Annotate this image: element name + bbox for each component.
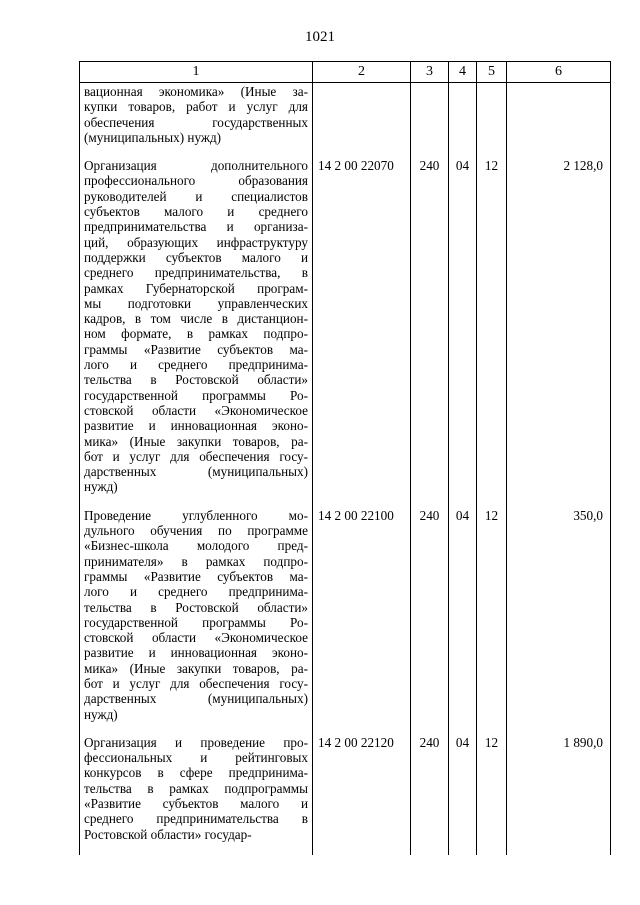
row-name-line: граммы «Развитие субъектов ма- [84,341,308,357]
row-name-line: бот и услуг для обеспечения госу- [84,448,308,464]
row-name-line: профессионального образования [84,173,308,189]
row-name-line: купки товаров, работ и услуг для [84,99,308,115]
header-col-1: 1 [80,62,313,83]
row-name-line: рамках Губернаторской програм- [84,280,308,296]
expense-type-code: 240 [411,158,449,508]
page-number: 1021 [305,29,335,45]
row-name-line: мика» (Иные закупки товаров, ра- [84,433,308,449]
row-name-line: стовской области «Экономическое [84,402,308,418]
section-code: 04 [449,158,477,508]
section-code [449,83,477,159]
row-name-line: стовской области «Экономическое [84,630,308,646]
table-body [80,83,611,855]
row-name-cell [80,735,313,855]
subsection-code: 12 [477,158,507,508]
expense-type-code [411,83,449,159]
row-name-line: «Развитие субъектов малого и [84,796,308,812]
header-col-5: 5 [477,62,507,83]
row-name-line: принимателя» в рамках подпро- [84,553,308,569]
table-row [80,158,611,508]
row-name-line: кадров, в том числе в дистанцион- [84,311,308,327]
row-name-line: нужд) [84,706,118,722]
row-name-line: нужд) [84,479,118,495]
row-name-cell [80,508,313,735]
row-name-line: бот и услуг для обеспечения госу- [84,675,308,691]
row-name-line: субъектов малого и среднего [84,204,308,220]
row-name-line: тельства в Ростовской области» [84,372,308,388]
row-name-line: руководителей и специалистов [84,188,308,204]
section-code: 04 [449,508,477,735]
amount-value: 2 128,0 [507,158,611,508]
header-col-4: 4 [449,62,477,83]
row-name-line: мы подготовки управленческих [84,295,308,311]
row-name-line: среднего предпринимательства, в [84,265,308,281]
row-name-cell [80,158,313,508]
row-name-line: дарственных (муниципальных) [84,691,308,707]
subsection-code [477,83,507,159]
budget-table [79,61,611,855]
row-name-line: Ростовской области» государ- [84,826,252,842]
row-name-line: дульного обучения по программе [84,523,308,539]
row-name-line: обеспечения государственных [84,114,308,130]
header-col-6: 6 [507,62,611,83]
expense-type-code: 240 [411,735,449,855]
table-row [80,735,611,855]
amount-value: 1 890,0 [507,735,611,855]
row-name-line: фессиональных и рейтинговых [84,750,308,766]
row-name-line: (муниципальных) нужд) [84,129,222,145]
row-name-line: лого и среднего предпринима- [84,357,308,373]
subsection-code: 12 [477,508,507,735]
row-name-line: мика» (Иные закупки товаров, ра- [84,660,308,676]
target-article-code: 14 2 00 22100 [313,508,411,735]
table-header [80,62,611,83]
row-name-line: дарственных (муниципальных) [84,464,308,480]
row-name-line: ций, образующих инфраструктуру [84,234,308,250]
row-name-line: среднего предпринимательства в [84,811,308,827]
amount-value [507,83,611,159]
row-name-line: лого и среднего предпринима- [84,584,308,600]
row-name-line: вационная экономика» (Иные за- [84,84,308,99]
header-col-2: 2 [313,62,411,83]
target-article-code [313,83,411,159]
target-article-code: 14 2 00 22120 [313,735,411,855]
row-name-line: тельства в рамках подпрограммы [84,780,308,796]
row-name-line: тельства в Ростовской области» [84,599,308,615]
table-row [80,508,611,735]
row-name-line: поддержки субъектов малого и [84,249,308,265]
expense-type-code: 240 [411,508,449,735]
subsection-code: 12 [477,735,507,855]
target-article-code: 14 2 00 22070 [313,158,411,508]
row-name-line: государственной программы Ро- [84,614,308,630]
header-col-3: 3 [411,62,449,83]
section-code: 04 [449,735,477,855]
row-name-line: развитие и инновационная эконо- [84,645,308,661]
row-name-line: Организация и проведение про- [84,734,308,750]
row-name-line: граммы «Развитие субъектов ма- [84,568,308,584]
table-row [80,83,611,159]
row-name-line: государственной программы Ро- [84,387,308,403]
row-name-line: Проведение углубленного мо- [84,507,308,523]
row-name-cell [80,83,313,159]
row-name-line: ном формате, в рамках подпро- [84,326,308,342]
amount-value: 350,0 [507,508,611,735]
row-name-line: «Бизнес-школа молодого пред- [84,538,308,554]
row-name-line: развитие и инновационная эконо- [84,418,308,434]
row-name-line: конкурсов в сфере предпринима- [84,765,308,781]
row-name-line: Организация дополнительного [84,158,308,174]
row-name-line: предпринимательства и организа- [84,219,308,235]
